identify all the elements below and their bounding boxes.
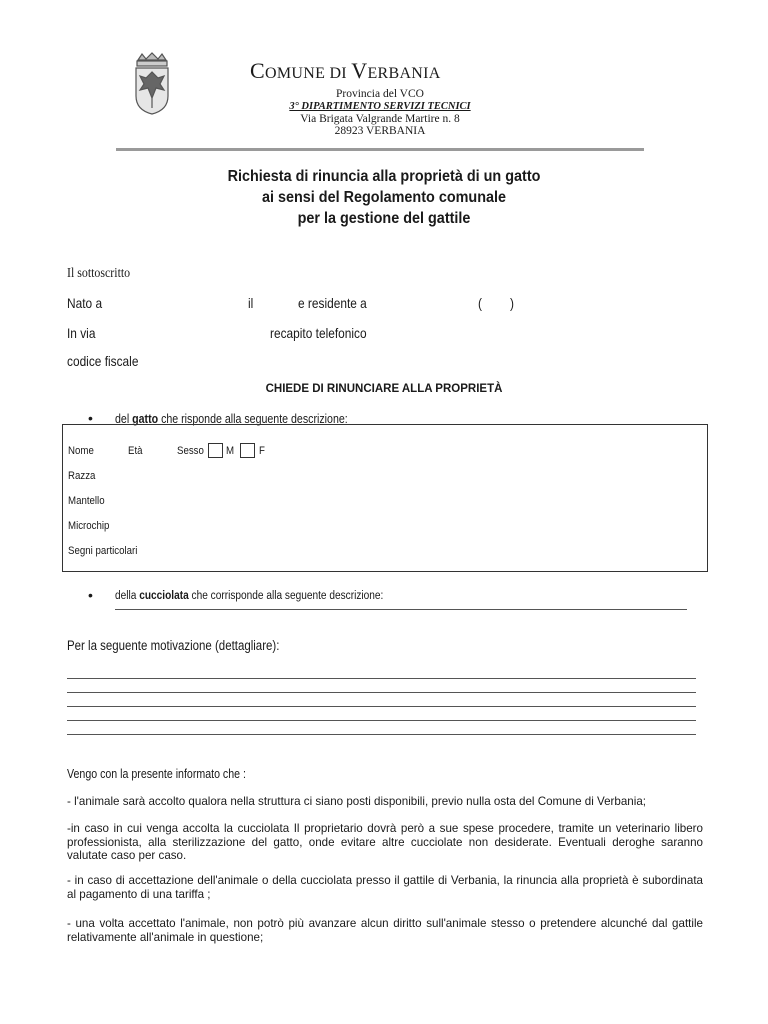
litter-description-line[interactable] bbox=[115, 609, 687, 610]
microchip-label: Microchip bbox=[68, 520, 110, 532]
clause-fee: - in caso di accettazione dell'animale o della cucciolata presso il gattile di Verbania, la rinuncia alla proprietà è subordinata al pagamento di una tariffa ; bbox=[67, 874, 703, 901]
sottoscritto-label: Il sottoscritto bbox=[67, 266, 131, 281]
sex-female-checkbox[interactable] bbox=[240, 443, 255, 458]
bullet-icon: • bbox=[88, 410, 93, 426]
header-divider bbox=[116, 148, 644, 151]
street-label: In via bbox=[67, 325, 96, 341]
fiscal-code-label: codice fiscale bbox=[67, 353, 139, 369]
form-title-line-2: ai sensi del Regolamento comunale bbox=[261, 189, 507, 206]
informed-intro: Vengo con la presente informato che : bbox=[67, 767, 246, 781]
bullet-icon: • bbox=[88, 587, 93, 603]
phone-label: recapito telefonico bbox=[270, 325, 367, 341]
nome-label: Nome bbox=[68, 445, 94, 457]
province-close-paren: ) bbox=[510, 295, 514, 311]
birth-date-label: il bbox=[248, 295, 254, 311]
clause-no-rights: - una volta accettato l'animale, non potrò più avanzare alcun diritto sull'animale stesso o pretendere alcunché dal gattile relativamente all'animale in questione; bbox=[67, 917, 703, 944]
sex-male-checkbox[interactable] bbox=[208, 443, 223, 458]
sex-male-label: M bbox=[226, 445, 235, 457]
street-line: Via Brigata Valgrande Martire n. 8 bbox=[300, 113, 460, 125]
sesso-label: Sesso bbox=[177, 445, 204, 457]
municipality-title: COMUNE DI VERBANIA bbox=[250, 58, 441, 83]
cat-description-box bbox=[62, 424, 708, 572]
department-line: 3° DIPARTIMENTO SERVIZI TECNICI bbox=[289, 101, 471, 112]
litter-bullet-text: della cucciolata che corrisponde alla seguente descrizione: bbox=[115, 590, 384, 602]
motivation-label: Per la seguente motivazione (dettagliare): bbox=[67, 638, 280, 653]
motivation-line[interactable] bbox=[67, 720, 696, 721]
clause-sterilization: -in caso in cui venga accolta la cucciolata Il proprietario dovrà però a sue spese procedere, tramite un veterinario libero professionista, alla sterilizzazione del gatto, onde evitare altre cucciolate non desiderate. Eventuali deroghe saranno valutate caso per caso. bbox=[67, 822, 703, 862]
clause-availability: - l'animale sarà accolto qualora nella struttura ci siano posti disponibili, previo nulla osta del Comune di Verbania; bbox=[67, 795, 647, 808]
motivation-line[interactable] bbox=[67, 734, 696, 735]
city-line: 28923 VERBANIA bbox=[334, 125, 426, 137]
eta-label: Età bbox=[128, 445, 143, 457]
razza-label: Razza bbox=[68, 470, 96, 482]
motivation-line[interactable] bbox=[67, 706, 696, 707]
motivation-line[interactable] bbox=[67, 678, 696, 679]
segni-label: Segni particolari bbox=[68, 545, 138, 557]
form-title-line-3: per la gestione del gattile bbox=[297, 210, 471, 227]
request-heading: CHIEDE DI RINUNCIARE ALLA PROPRIETÀ bbox=[265, 383, 503, 395]
cat-bullet-text: del gatto che risponde alla seguente descrizione: bbox=[115, 412, 348, 426]
residence-label: e residente a bbox=[298, 295, 367, 311]
mantello-label: Mantello bbox=[68, 495, 105, 507]
nato-label: Nato a bbox=[67, 295, 103, 311]
sex-female-label: F bbox=[259, 445, 265, 457]
municipal-crest bbox=[132, 52, 172, 116]
province-open-paren: ( bbox=[478, 295, 482, 311]
province-line: Provincia del VCO bbox=[336, 88, 424, 100]
motivation-line[interactable] bbox=[67, 692, 696, 693]
form-title-line-1: Richiesta di rinuncia alla proprietà di un gatto bbox=[227, 168, 541, 185]
